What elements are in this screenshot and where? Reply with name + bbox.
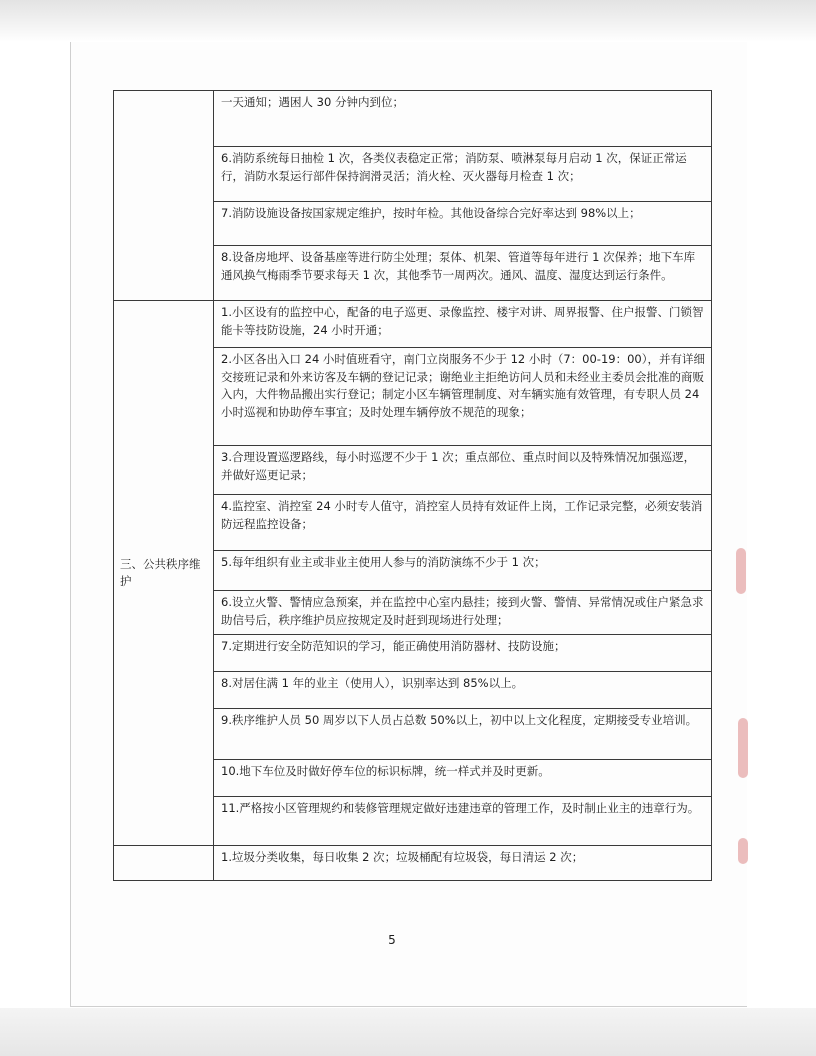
item-cell: [214, 147, 712, 202]
table-row: [114, 91, 712, 147]
item-text: 7.消防设施设备按国家规定维护，按时年检。其他设备综合完好率达到 98%以上；: [221, 206, 641, 220]
item-text: 9.秩序维护人员 50 周岁以下人员占总数 50%以上，初中以上文化程度，定期接受专业培训。: [221, 713, 698, 727]
item-text: 2.小区各出入口 24 小时值班看守，南门立岗服务不少于 12 小时（7：00-19：00），并有详细交接班记录和外来访客及车辆的登记记录；谢绝业主拒绝访问人员和未经业主委员会批准的商贩入内，大件物品搬出实行登记；制定小区车辆管理制度、对车辆实施有效管理，有专职人员 24 小时巡视和协助停车事宜；及时处理车辆停放不规范的现象；: [221, 352, 705, 419]
item-text: 3.合理设置巡逻路线，每小时巡逻不少于 1 次；重点部位、重点时间以及特殊情况加强巡逻，并做好巡更记录；: [221, 450, 696, 482]
scan-bottom-shadow: [0, 1008, 816, 1056]
category-cell: [114, 301, 214, 846]
item-cell: [214, 551, 712, 591]
item-text: 11.严格按小区管理规约和装修管理规定做好违建违章的管理工作，及时制止业主的违章行为。: [221, 801, 700, 815]
page-number: 5: [388, 933, 396, 947]
item-text: 10.地下车位及时做好停车位的标识标牌，统一样式并及时更新。: [221, 764, 550, 778]
item-cell: [214, 246, 712, 301]
category-cell: [114, 846, 214, 881]
item-text: 1.小区设有的监控中心，配备的电子巡更、录像监控、楼宇对讲、周界报警、住户报警、门锁智能卡等技防设施，24 小时开通；: [221, 305, 704, 337]
item-cell: [214, 348, 712, 446]
item-cell: [214, 446, 712, 495]
item-text: 4.监控室、消控室 24 小时专人值守，消控室人员持有效证件上岗，工作记录完整，必须安装消防远程监控设备；: [221, 499, 703, 531]
category-cell: [114, 91, 214, 301]
table-row: [114, 301, 712, 348]
item-cell: [214, 760, 712, 797]
item-cell: [214, 797, 712, 846]
item-text: 8.对居住满 1 年的业主（使用人），识别率达到 85%以上。: [221, 676, 524, 690]
item-text: 一天通知；遇困人 30 分钟内到位；: [221, 95, 404, 109]
item-cell: [214, 91, 712, 147]
item-cell: [214, 709, 712, 760]
seal-mark: [738, 718, 748, 778]
item-cell: [214, 672, 712, 709]
seal-mark: [738, 838, 748, 864]
item-text: 8.设备房地坪、设备基座等进行防尘处理；泵体、机架、管道等每年进行 1 次保养；地下车库通风换气梅雨季节要求每天 1 次，其他季节一周两次。通风、温度、湿度达到运行条件。: [221, 250, 696, 282]
item-cell: [214, 495, 712, 551]
seal-mark: [736, 548, 746, 594]
standards-table: [113, 90, 712, 881]
item-cell: [214, 301, 712, 348]
item-text: 5.每年组织有业主或非业主使用人参与的消防演练不少于 1 次；: [221, 555, 546, 569]
item-text: 6.设立火警、警情应急预案，并在监控中心室内悬挂；接到火警、警情、异常情况或住户紧急求助信号后，秩序维护员应按规定及时赶到现场进行处理；: [221, 595, 704, 627]
item-cell: [214, 635, 712, 672]
scan-top-shadow: [0, 0, 816, 42]
category-label: 三、公共秩序维护: [120, 557, 201, 588]
item-cell: [214, 846, 712, 881]
table-row: [114, 846, 712, 881]
item-text: 1.垃圾分类收集，每日收集 2 次；垃圾桶配有垃圾袋，每日清运 2 次；: [221, 850, 584, 864]
item-text: 7.定期进行安全防范知识的学习，能正确使用消防器材、技防设施；: [221, 639, 566, 653]
item-cell: [214, 202, 712, 246]
item-text: 6.消防系统每日抽检 1 次，各类仪表稳定正常；消防泵、喷淋泵每月启动 1 次，保证正常运行，消防水泵运行部件保持润滑灵活；消火栓、灭火器每月检查 1 次；: [221, 151, 687, 183]
item-cell: [214, 591, 712, 635]
